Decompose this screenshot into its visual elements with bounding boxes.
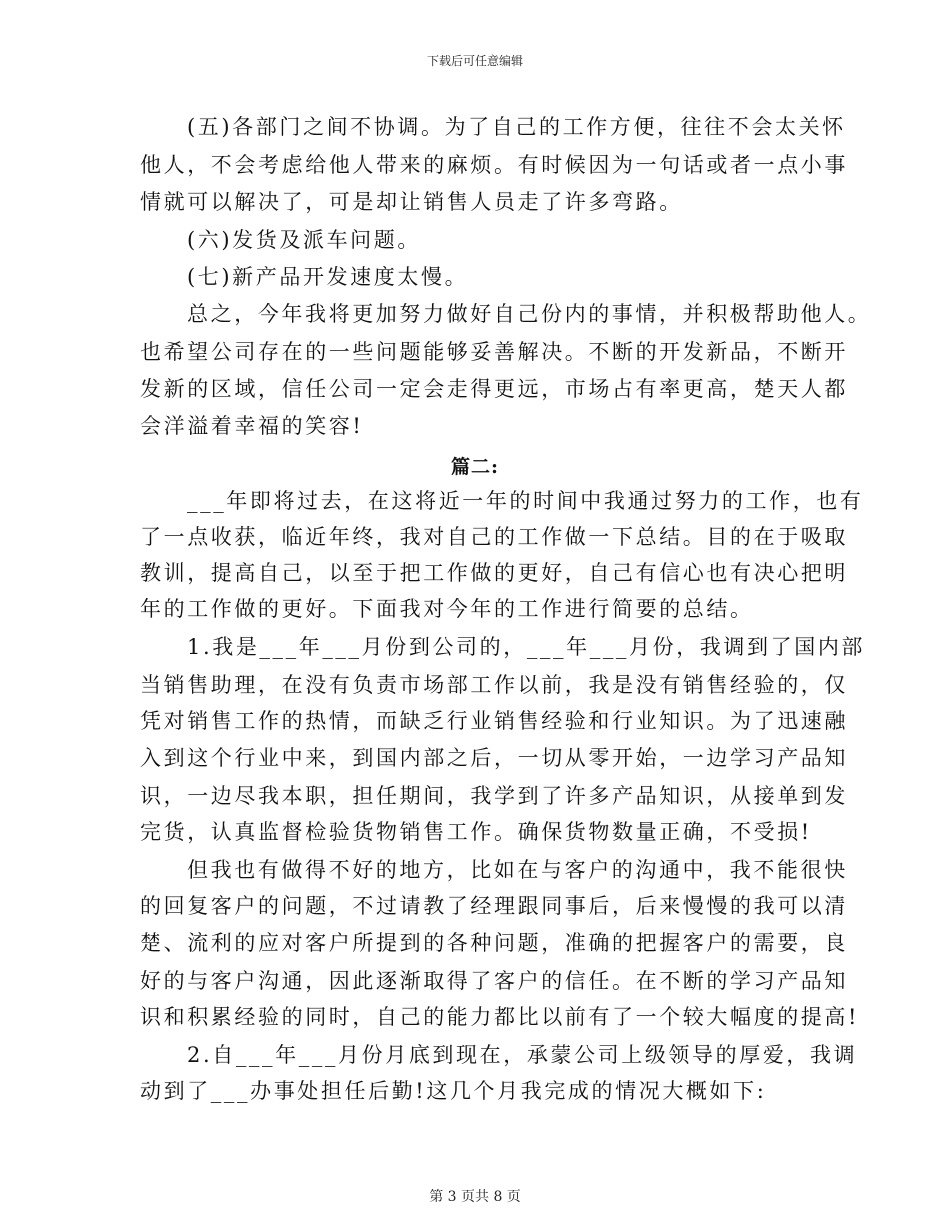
text-line: 1.我是___年___月份到公司的，___年___月份，我调到了国内部 xyxy=(187,635,866,659)
text-line: 的回复客户的问题，不过请教了经理跟同事后，后来慢慢的我可以清 xyxy=(140,894,848,918)
text-line: 入到这个行业中来，到国内部之后，一切从零开始，一边学习产品知 xyxy=(140,746,848,770)
text-line: 但我也有做得不好的地方，比如在与客户的沟通中，我不能很快 xyxy=(187,858,848,882)
text-line: 教训，提高自己，以至于把工作做的更好，自己有信心也有决心把明 xyxy=(140,561,848,585)
text-line: 识，一边尽我本职，担任期间，我学到了许多产品知识，从接单到发 xyxy=(140,784,848,808)
page-header: 下载后可任意编辑 xyxy=(426,54,523,68)
text-line: (七)新产品开发速度太慢。 xyxy=(187,265,469,289)
text-line: 当销售助理，在没有负责市场部工作以前，我是没有销售经验的，仅 xyxy=(140,673,848,697)
text-line: 凭对销售工作的热情，而缺乏行业销售经验和行业知识。为了迅速融 xyxy=(140,709,848,733)
text-line: 总之，今年我将更加努力做好自己份内的事情，并积极帮助他人。 xyxy=(187,302,872,326)
text-line: 年的工作做的更好。下面我对今年的工作进行简要的总结。 xyxy=(140,597,754,621)
text-line: 完货，认真监督检验货物销售工作。确保货物数量正确，不受损! xyxy=(140,820,812,844)
text-line: 动到了___办事处担任后勤!这几个月我完成的情况大概如下: xyxy=(140,1079,767,1103)
text-line: ___年即将过去，在这将近一年的时间中我通过努力的工作，也有 xyxy=(187,489,864,513)
text-line: 楚、流利的应对客户所提到的各种问题，准确的把握客户的需要，良 xyxy=(140,931,848,955)
text-line: 发新的区域，信任公司一定会走得更远，市场占有率更高，楚天人都 xyxy=(140,377,848,401)
text-line: 了一点收获，临近年终，我对自己的工作做一下总结。目的在于吸取 xyxy=(140,525,848,549)
section-heading: 篇二: xyxy=(450,456,499,478)
text-line: (六)发货及派车问题。 xyxy=(187,228,421,252)
text-line: 也希望公司存在的一些问题能够妥善解决。不断的开发新品，不断开 xyxy=(140,340,848,364)
text-line: 识和积累经验的同时，自己的能力都比以前有了一个较大幅度的提高! xyxy=(140,1005,860,1029)
text-line: 好的与客户沟通，因此逐渐取得了客户的信任。在不断的学习产品知 xyxy=(140,969,848,993)
page-footer: 第 3 页共 8 页 xyxy=(429,1189,521,1205)
text-line: 情就可以解决了，可是却让销售人员走了许多弯路。 xyxy=(140,190,683,214)
text-line: (五)各部门之间不协调。为了自己的工作方便，往往不会太关怀 xyxy=(187,115,846,139)
text-line: 会洋溢着幸福的笑容! xyxy=(140,414,364,438)
text-line: 他人，不会考虑给他人带来的麻烦。有时候因为一句话或者一点小事 xyxy=(140,153,848,177)
text-line: 2.自___年___月份月底到现在，承蒙公司上级领导的厚爱，我调 xyxy=(187,1043,858,1067)
